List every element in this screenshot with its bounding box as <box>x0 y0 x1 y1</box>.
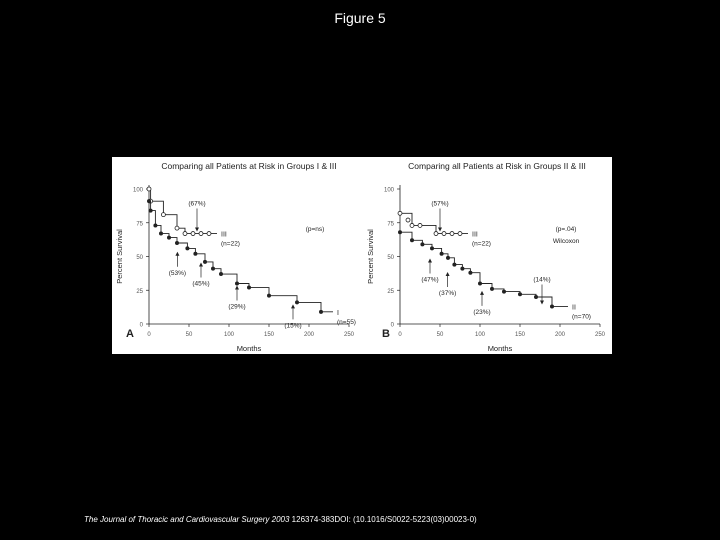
panel-b-series-iii-point <box>398 211 402 215</box>
panel-a-series-i-point <box>203 260 207 264</box>
panel-b-series-ii-point <box>430 246 434 250</box>
panel-b-series-iii-point <box>418 223 422 227</box>
panel-a-series-iii-point <box>175 226 179 230</box>
panel-a-series-iii-label: III <box>221 231 227 239</box>
panel-a-series-i-point <box>159 232 163 236</box>
panel-a-title: Comparing all Patients at Risk in Groups I & III <box>161 161 337 171</box>
panel-b-x-tick-label: 200 <box>554 332 566 338</box>
panel-b-series-ii-point <box>550 304 554 308</box>
panel-b-annotation-label: (14%) <box>533 276 551 284</box>
panel-b-p-value: (p=.04) <box>555 225 577 233</box>
panel-a-x-tick-label: 200 <box>303 332 315 338</box>
panel-a-y-axis-label: Percent Survival <box>115 229 124 284</box>
panel-a-series-i-point <box>147 199 151 203</box>
panel-a-series-i-point <box>149 209 153 213</box>
panel-a-series-i-point <box>167 236 171 240</box>
panel-b-x-tick-label: 0 <box>398 332 402 338</box>
panel-a-series-i-point <box>185 246 189 250</box>
panel-b-x-axis-label: Months <box>487 344 513 353</box>
panel-b-x-tick-label: 100 <box>474 332 486 338</box>
panel-b-test-label: Wilcoxon <box>552 238 580 245</box>
panel-b-x-tick-label: 150 <box>514 332 526 338</box>
panel-b-annotation-arrowhead <box>428 259 432 263</box>
panel-b-series-ii-point <box>502 290 506 294</box>
panel-b-series-ii-point <box>398 230 402 234</box>
panel-a-annotation-arrowhead <box>235 286 239 290</box>
panel-a-annotation-arrowhead <box>199 263 203 267</box>
panel-b-series-ii-point <box>460 267 464 271</box>
panel-b-x-tick-label: 250 <box>594 332 606 338</box>
panel-b-series-ii-point <box>518 292 522 296</box>
panel-b-series-ii-n-label: (n=70) <box>572 313 591 321</box>
panel-b-series-ii-point <box>446 256 450 260</box>
panel-a-series-i-point <box>153 223 157 227</box>
panel-a-x-axis-label: Months <box>236 344 262 353</box>
panel-b-annotation-arrowhead <box>438 228 442 232</box>
panel-b-y-tick-label: 50 <box>387 255 394 261</box>
panel-a-series-i-point <box>211 267 215 271</box>
panel-a-series-iii-n-label: (n=22) <box>221 240 240 248</box>
survival-charts <box>112 157 612 354</box>
panel-b-series-iii-point <box>410 223 414 227</box>
panel-a-series-i-point <box>235 282 239 286</box>
panel-b-series-ii-point <box>410 238 414 242</box>
panel-b-series-iii-point <box>458 232 462 236</box>
panel-a-series-i-point <box>267 294 271 298</box>
panel-b-title: Comparing all Patients at Risk in Groups II & III <box>408 161 586 171</box>
panel-b-series-iii-point <box>442 232 446 236</box>
citation-doi: 126374-383DOI: (10.1016/S0022-5223(03)00023-0) <box>291 515 477 524</box>
panel-a-series-iii-point <box>199 232 203 236</box>
panel-a-y-tick-label: 0 <box>139 322 143 329</box>
panel-a-annotation-arrowhead <box>195 228 199 232</box>
panel-b-series-ii-point <box>420 242 424 246</box>
panel-a-annotation-arrowhead <box>291 304 295 308</box>
panel-b-letter: B <box>382 328 390 340</box>
panel-b-y-axis-label: Percent Survival <box>366 229 375 284</box>
panel-a-series-iii-point <box>161 213 165 217</box>
panel-a-series-i-point <box>193 252 197 256</box>
panel-a-y-tick-label: 50 <box>136 255 143 261</box>
panel-a-x-tick-label: 50 <box>185 332 193 338</box>
panel-a-y-tick-label: 75 <box>136 221 143 228</box>
panel-a-x-tick-label: 250 <box>343 332 355 338</box>
panel-b-series-iii-line <box>400 213 468 233</box>
panel-a-annotation-label: (29%) <box>228 303 246 311</box>
panel-b-series-iii-point <box>450 232 454 236</box>
panel-a-letter: A <box>126 328 134 340</box>
panel-a-series-i-point <box>175 241 179 245</box>
panel-b-series-ii-point <box>490 287 494 291</box>
panel-b-annotation-arrowhead <box>480 291 484 295</box>
panel-b-annotation-arrowhead <box>446 272 450 276</box>
citation-journal: The Journal of Thoracic and Cardiovascular Surgery 2003 <box>84 515 292 524</box>
panel-b-series-iii-point <box>406 218 410 222</box>
panel-a-series-i-point <box>219 272 223 276</box>
panel-a-series-iii-point <box>207 232 211 236</box>
panel-a-series-i-point <box>319 310 323 314</box>
panel-b-annotation-label: (23%) <box>473 308 491 316</box>
panel-b-series-ii-point <box>440 252 444 256</box>
panel-b-y-tick-label: 75 <box>387 221 394 228</box>
panel-b-y-tick-label: 0 <box>390 322 394 329</box>
panel-a-x-tick-label: 100 <box>223 332 235 338</box>
panel-a-annotation-label: (53%) <box>168 269 187 277</box>
citation <box>84 515 477 524</box>
panel-a-series-iii-point <box>147 187 151 191</box>
figure-panel <box>112 157 612 354</box>
panel-a-annotation-label: (67%) <box>188 200 206 208</box>
panel-a-annotation-arrowhead <box>175 252 179 256</box>
panel-a-annotation-label: (15%) <box>284 322 302 330</box>
panel-b-series-ii-point <box>452 263 456 267</box>
panel-b-series-ii-label: II <box>572 304 576 312</box>
panel-b-annotation-label: (37%) <box>438 290 457 297</box>
panel-a-series-iii-point <box>191 232 195 236</box>
panel-a-y-tick-label: 25 <box>136 288 143 295</box>
panel-a-series-i-n-label: (n=55) <box>337 318 356 326</box>
panel-b-y-tick-label: 100 <box>383 187 394 194</box>
panel-b-annotation-label: (57%) <box>431 200 449 208</box>
panel-b-x-tick-label: 50 <box>436 332 444 338</box>
panel-a-y-tick-label: 100 <box>132 187 143 194</box>
panel-a-annotation-label: (45%) <box>192 280 210 288</box>
panel-b-series-ii-point <box>534 295 538 299</box>
panel-b-series-ii-point <box>478 282 482 286</box>
panel-a-series-i-label: I <box>337 309 339 317</box>
panel-a-x-tick-label: 0 <box>147 332 151 338</box>
panel-b-series-iii-label: III <box>472 231 478 239</box>
panel-a-x-tick-label: 150 <box>263 332 275 338</box>
panel-a-series-iii-point <box>183 232 187 236</box>
panel-b-annotation-arrowhead <box>540 300 544 304</box>
panel-b-annotation-label: (47%) <box>421 276 439 284</box>
panel-a-series-iii-line <box>149 189 217 234</box>
panel-a-p-value: (p=ns) <box>305 225 325 233</box>
panel-b-series-iii-n-label: (n=22) <box>472 240 491 248</box>
panel-a-series-i-point <box>247 286 251 290</box>
panel-b-series-iii-point <box>434 232 438 236</box>
figure-title: Figure 5 <box>334 10 386 26</box>
panel-b-y-tick-label: 25 <box>387 288 394 295</box>
panel-b-series-ii-point <box>468 271 472 275</box>
panel-a-series-i-point <box>295 300 299 304</box>
